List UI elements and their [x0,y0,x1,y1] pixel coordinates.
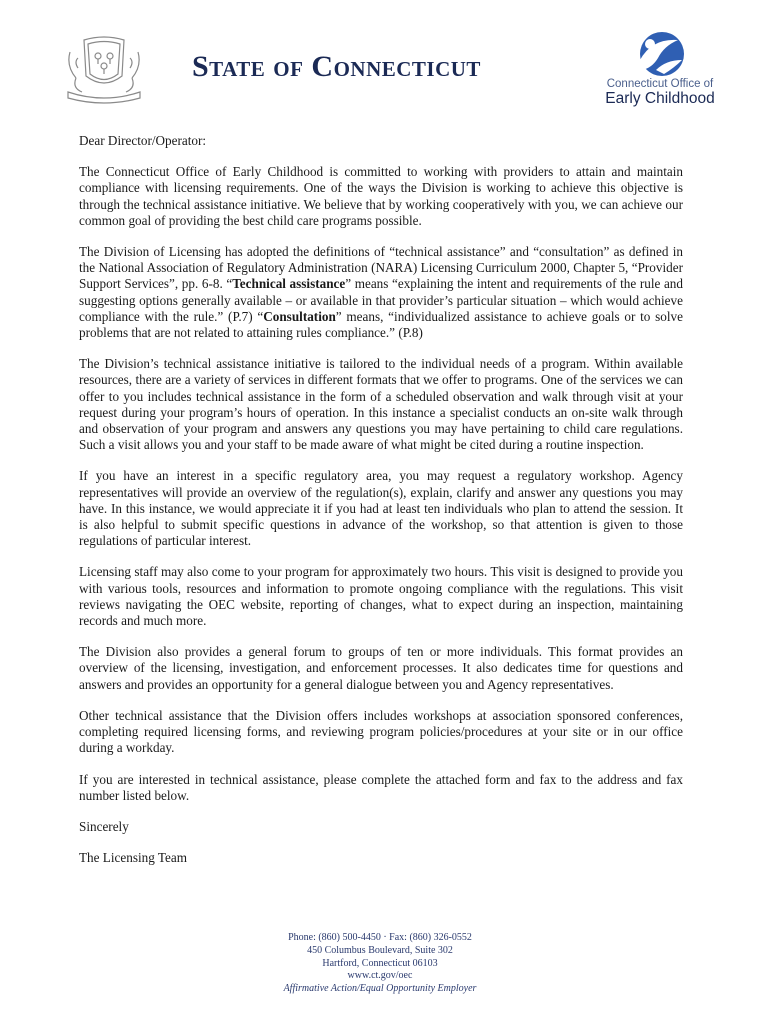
footer-website-link[interactable]: www.ct.gov/oec [347,970,413,982]
term-consultation: Consultation [263,308,336,324]
definitions-text-1: The Division of Licensing has adopted the definitions of “technical assistance” and “consultation” as defined in the National Association of Regulatory Administration (NARA) Licensing Curriculum 2000, Chapter 5, “Provider Support Services”, pp. 6-8. “ [79,244,683,292]
oec-logo-mark-icon [634,30,686,78]
paragraph-definitions [79,244,683,341]
term-technical-assistance: Technical assistance [232,276,346,292]
definitions-text-2: ” means “explaining the intent and requirements of the rule and suggesting options generally available – or available in that provider’s particular situation – which would achieve compliance with the rule.” (P.7) “ [79,276,683,324]
signature: The Licensing Team [79,850,187,866]
paragraph-initiative: The Division’s technical assistance initiative is tailored to the individual needs of a program. Within available resources, there are a variety of services in different formats that we offer to programs. One of the services we can offer to you includes technical assistance in the form of a scheduled observation and walk through visit at your request during your program’s hours of operation. In this instance a specialist conducts an on-site walk through and observation of your program and answers any questions you may have pertaining to child care regulations. Such a visit allows you and your staff to be made aware of what might be cited during a routine inspection. [79,356,683,453]
paragraph-forum: The Division also provides a general forum to groups of ten or more individuals. This format provides an overview of the licensing, investigation, and enforcement processes. It also dedicates time for questions and answers and provides an opportunity for a general dialogue between you and Agency representatives. [79,644,683,692]
paragraph-intro: The Connecticut Office of Early Childhood is committed to working with providers to attain and maintain compliance with licensing requirements. One of the ways the Division is working to achieve this objective is through the technical assistance initiative. We believe that by working cooperatively with you, we can achieve our common goal of providing the best child care programs possible. [79,164,683,228]
definitions-text-3: ” means, “individualized assistance to achieve goals or to solve problems that are not related to attaining rules compliance.” (P.8) [79,308,684,341]
footer-city: Hartford, Connecticut 06103 [322,957,438,969]
state-seal-icon [62,32,146,104]
footer-phone: Phone: (860) 500-4450 · Fax: (860) 326-0552 [288,932,472,943]
logo-text-line1: Connecticut Office of [606,78,714,90]
salutation: Dear Director/Operator: [79,133,207,148]
logo-text-line2: Early Childhood [605,90,715,107]
footer-eeo-statement: Affirmative Action/Equal Opportunity Employer [283,983,477,995]
letter-body [79,133,683,881]
page-title: State of Connecticut [192,50,481,83]
footer-contact [230,932,530,996]
paragraph-contact: If you are interested in technical assistance, please complete the attached form and fax to the address and fax number listed below. [79,771,683,803]
oec-logo [600,30,720,110]
footer-street: 450 Columbus Boulevard, Suite 302 [307,944,453,956]
paragraph-workshop: If you have an interest in a specific regulatory area, you may request a regulatory workshop. Agency representatives will provide an overview of the regulation(s), explain, clarify and answer any questions you may have. In this instance, we would appreciate it if you had at least ten individuals who plan to attend the session. It is also helpful to submit specific questions in advance of the workshop, so that attention is given to those regulations of particular interest. [79,468,683,549]
closing: Sincerely [79,818,129,834]
paragraph-visit: Licensing staff may also come to your program for approximately two hours. This visit is designed to provide you with various tools, resources and information to promote ongoing compliance with the regulations. This visit reviews navigating the OEC website, reporting of changes, what to expect during an inspection, maintaining records and much more. [79,564,683,629]
paragraph-other-assistance: Other technical assistance that the Division offers includes workshops at association sponsored conferences, completing required licensing forms, and reviewing program policies/procedures at your site or in our office during a workday. [79,707,683,756]
